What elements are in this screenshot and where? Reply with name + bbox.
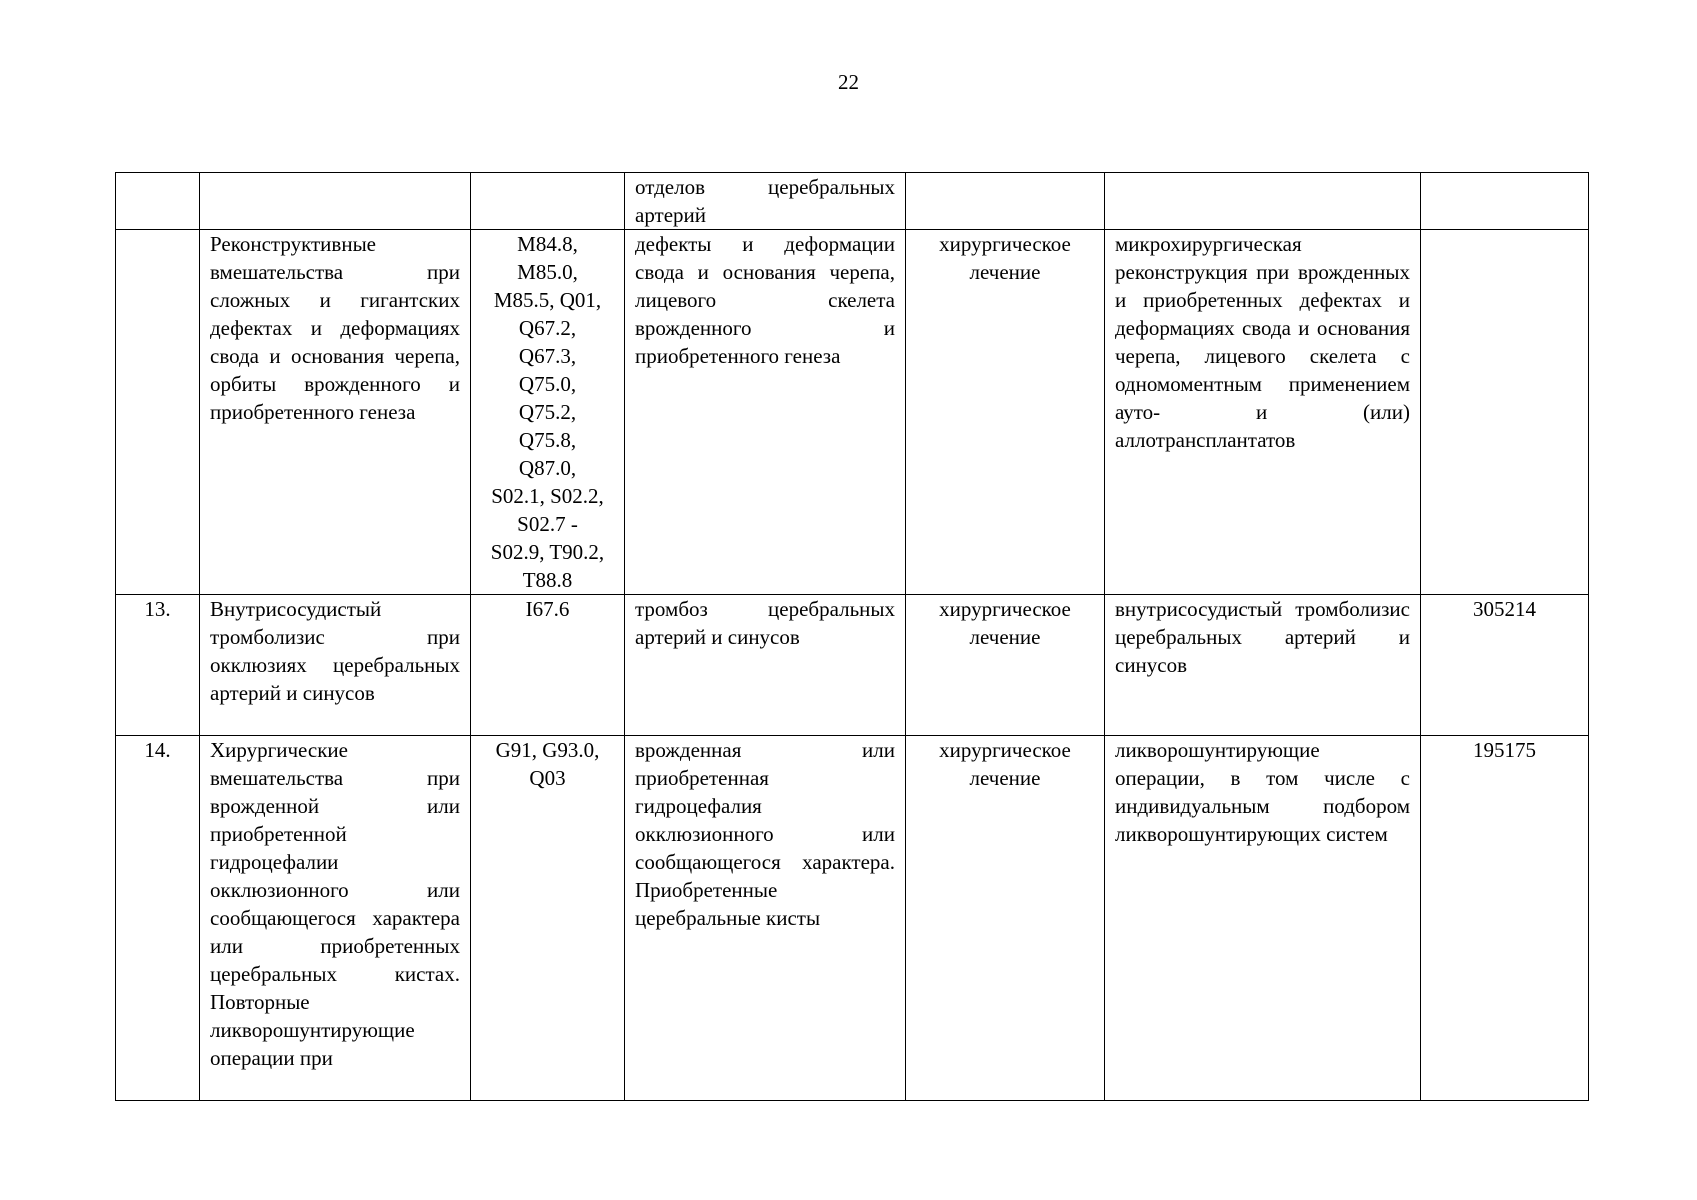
- cell-codes: M84.8, M85.0, M85.5, Q01, Q67.2, Q67.3, Q75.0, Q75.2, Q75.8, Q87.0, S02.1, S02.2, S02.7 - S02.9, T90.2, T88.8: [471, 230, 625, 595]
- cell-number: [116, 173, 200, 230]
- cell-method: [1105, 173, 1421, 230]
- page-number: 22: [838, 70, 859, 94]
- cell-name: Хирургические вмешательства при врожденной или приобретенной гидроцефалии окклюзионного или сообщающегося характера или приобретенных церебральных кистах. Повторные ликворошунтирующие операции при: [200, 736, 471, 1101]
- table-row: [116, 736, 1589, 1101]
- cell-cost: [1421, 230, 1589, 595]
- cell-model: отделов церебральных артерий: [625, 173, 906, 230]
- table-row: [116, 173, 1589, 230]
- cell-number: [116, 230, 200, 595]
- services-table: [115, 172, 1589, 1101]
- cell-number: 14.: [116, 736, 200, 1101]
- cell-treatment: хирургическое лечение: [906, 595, 1105, 736]
- cell-number: 13.: [116, 595, 200, 736]
- cell-cost: 195175: [1421, 736, 1589, 1101]
- cell-method: внутрисосудистый тромболизис церебральных артерий и синусов: [1105, 595, 1421, 736]
- cell-codes: G91, G93.0, Q03: [471, 736, 625, 1101]
- cell-treatment: хирургическое лечение: [906, 736, 1105, 1101]
- cell-cost: 305214: [1421, 595, 1589, 736]
- cell-model: тромбоз церебральных артерий и синусов: [625, 595, 906, 736]
- cell-model: врожденная или приобретенная гидроцефалия окклюзионного или сообщающегося характера. Приобретенные церебральные кисты: [625, 736, 906, 1101]
- table-row: [116, 230, 1589, 595]
- cell-model: дефекты и деформации свода и основания черепа, лицевого скелета врожденного и приобретенного генеза: [625, 230, 906, 595]
- cell-method: ликворошунтирующие операции, в том числе с индивидуальным подбором ликворошунтирующих систем: [1105, 736, 1421, 1101]
- cell-codes: [471, 173, 625, 230]
- cell-cost: [1421, 173, 1589, 230]
- table-row: [116, 595, 1589, 736]
- cell-treatment: [906, 173, 1105, 230]
- cell-codes: I67.6: [471, 595, 625, 736]
- cell-name: [200, 173, 471, 230]
- cell-treatment: хирургическое лечение: [906, 230, 1105, 595]
- cell-name: Внутрисосудистый тромболизис при окклюзиях церебральных артерий и синусов: [200, 595, 471, 736]
- cell-method: микрохирургическая реконструкция при врожденных и приобретенных дефектах и деформациях свода и основания черепа, лицевого скелета с одномоментным применением ауто- и (или) аллотрансплантатов: [1105, 230, 1421, 595]
- cell-name: Реконструктивные вмешательства при сложных и гигантских дефектах и деформациях свода и основания черепа, орбиты врожденного и приобретенного генеза: [200, 230, 471, 595]
